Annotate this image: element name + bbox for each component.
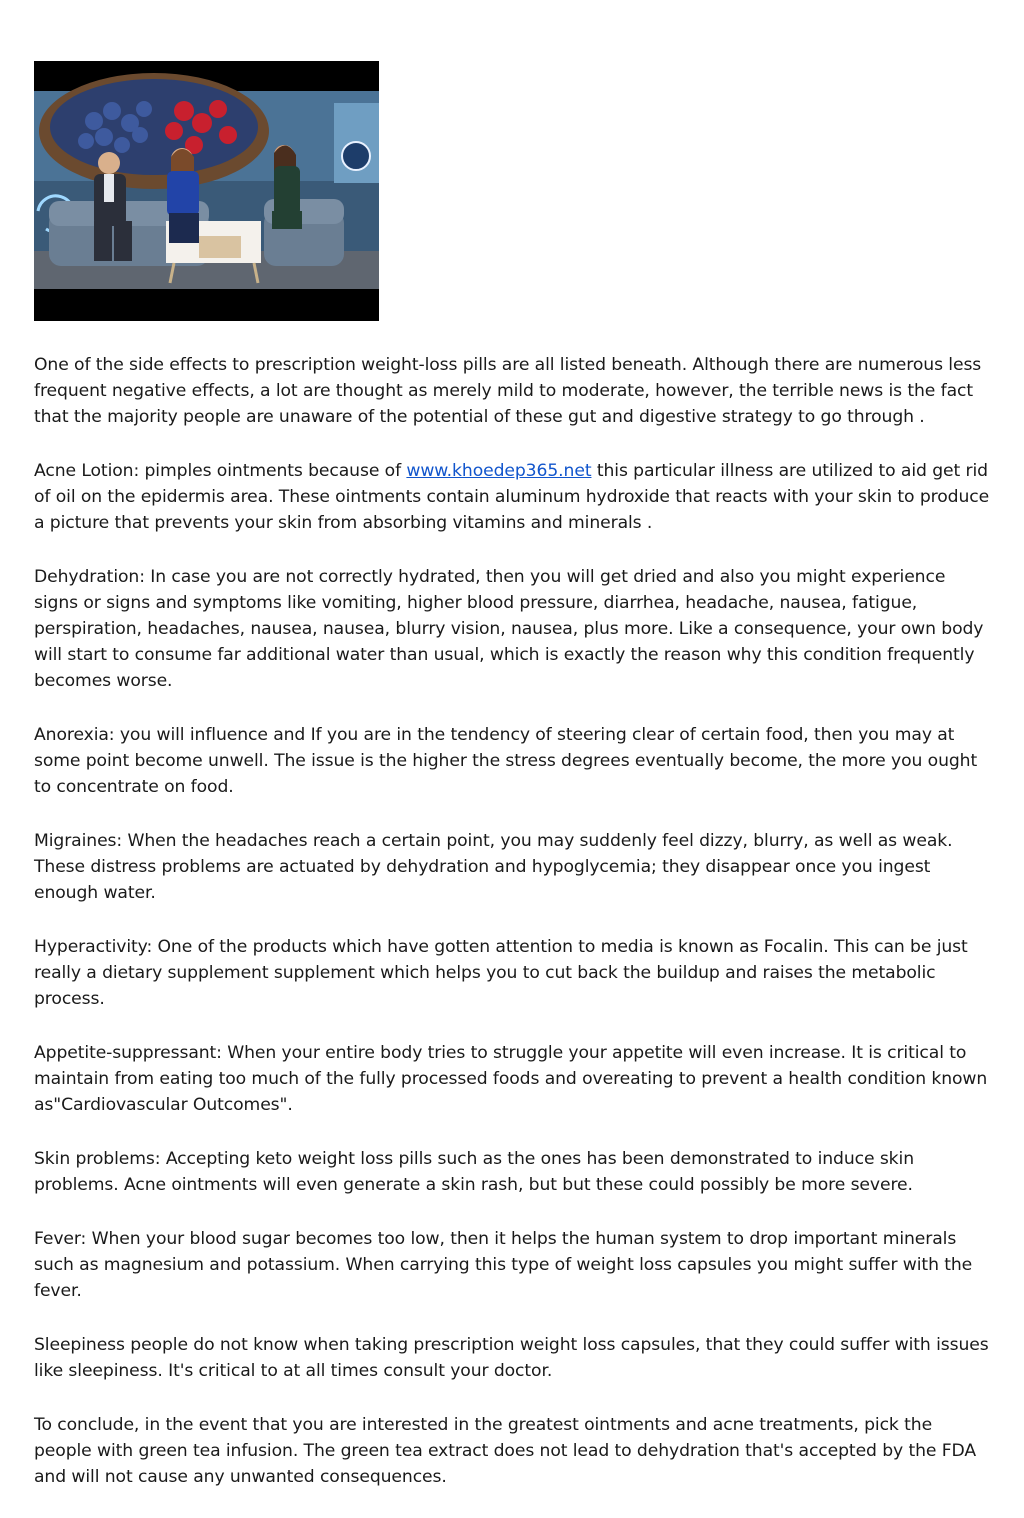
paragraph-dehydration: Dehydration: In case you are not correctly hydrated, then you will get dried and also you might experience signs or signs and symptoms like vomiting, higher blood pressure, diarrhea, headache, nausea, fatigue, perspiration, headaches, nausea, nausea, blurry vision, nausea, plus more. Like a consequence, your own body will start to consume far additional water than usual, which is exactly the reason why this condition frequently becomes worse. [34,567,984,691]
paragraph-hyperactivity: Hyperactivity: One of the products which have gotten attention to media is known as Focalin. This can be just really a dietary supplement supplement which helps you to cut back the buildup and raises the metabolic process. [34,937,968,1009]
paragraph-text-before-link: Acne Lotion: pimples ointments because of [34,461,407,481]
paragraph-fever: Fever: When your blood sugar becomes too low, then it helps the human system to drop important minerals such as magnesium and potassium. When carrying this type of weight loss capsules you might suffer with the fever. [34,1229,973,1301]
article-body [34,352,994,1518]
paragraph-anorexia: Anorexia: you will influence and If you are in the tendency of steering clear of certain food, then you may at some point become unwell. The issue is the higher the stress degrees eventually become, the more you ought to concentrate on food. [34,725,978,797]
khoedep365-link[interactable]: www.khoedep365.net [406,461,592,481]
paragraph-intro: One of the side effects to prescription weight-loss pills are all listed beneath. Although there are numerous less frequent negative effects, a lot are thought as merely mild to moderate, however, the terrible news is the fact that the majority people are unaware of the potential of these gut and digestive strategy to go through . [34,355,982,427]
paragraph-acne-lotion [34,458,994,536]
paragraph-sleepiness: Sleepiness people do not know when taking prescription weight loss capsules, that they could suffer with issues like sleepiness. It's critical to at all times consult your doctor. [34,1335,989,1381]
paragraph-skin-problems: Skin problems: Accepting keto weight loss pills such as the ones has been demonstrated to induce skin problems. Acne ointments will even generate a skin rash, but but these could possibly be more severe. [34,1149,915,1195]
paragraph-appetite-suppressant: Appetite-suppressant: When your entire body tries to struggle your appetite will even increase. It is critical to maintain from eating too much of the fully processed foods and overeating to prevent a health condition known as"Cardiovascular Outcomes". [34,1043,988,1115]
tv-studio-scene-image [34,61,379,321]
paragraph-conclusion: To conclude, in the event that you are interested in the greatest ointments and acne treatments, pick the people with green tea infusion. The green tea extract does not lead to dehydration that's accepted by the FDA and will not cause any unwanted consequences. [34,1415,977,1487]
paragraph-text-after-link: this particular illness are utilized to aid get rid of oil on the epidermis area. These ointments contain aluminum hydroxide that reacts with your skin to produce a picture that prevents your skin from absorbing vitamins and minerals . [34,461,990,533]
video-thumbnail[interactable] [34,61,379,321]
paragraph-migraines: Migraines: When the headaches reach a certain point, you may suddenly feel dizzy, blurry, as well as weak. These distress problems are actuated by dehydration and hypoglycemia; they disappear once you ingest enough water. [34,831,953,903]
